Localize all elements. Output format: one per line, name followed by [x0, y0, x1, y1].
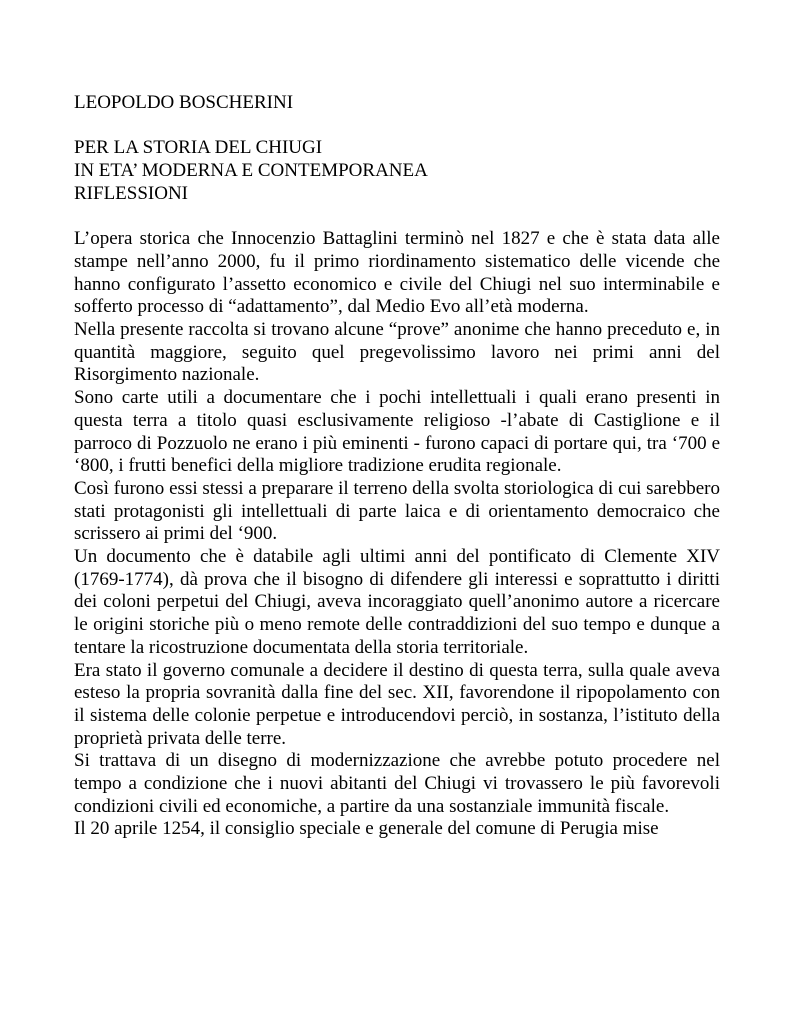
- document-title: [74, 137, 720, 205]
- paragraph-6: Era stato il governo comunale a decidere il destino di questa terra, sulla quale aveva esteso la propria sovranità dalla fine del sec. XII, favorendone il ripopolamento con il sistema delle colonie perpetue e introducendovi perciò, in sostanza, l’istituto della proprietà privata delle terre.: [74, 659, 720, 749]
- title-line-1: PER LA STORIA DEL CHIUGI: [74, 137, 323, 159]
- paragraph-8: Il 20 aprile 1254, il consiglio speciale e generale del comune di Perugia mise: [74, 818, 659, 840]
- paragraph-5: Un documento che è databile agli ultimi anni del pontificato di Clemente XIV (1769-1774), dà prova che il bisogno di difendere gli interessi e soprattutto i diritti dei coloni perpetui del Chiugi, aveva incoraggiato quell’anonimo autore a ricercare le origini storiche più o meno remote delle contraddizioni del suo tempo e dunque a tentare la ricostruzione documentata della storia territoriale.: [74, 546, 720, 658]
- paragraph-3: Sono carte utili a documentare che i pochi intellettuali i quali erano presenti in questa terra a titolo quasi esclusivamente religioso -l’abate di Castiglione e il parroco di Pozzuolo ne erano i più eminenti - furono capaci di portare qui, tra ‘700 e ‘800, i frutti benefici della migliore tradizione erudita regionale.: [74, 387, 720, 477]
- document-page: [74, 92, 720, 841]
- paragraph-2: Nella presente raccolta si trovano alcune “prove” anonime che hanno preceduto e, in quantità maggiore, seguito quel pregevolissimo lavoro nei primi anni del Risorgimento nazionale.: [74, 319, 720, 386]
- paragraph-7: Si trattava di un disegno di modernizzazione che avrebbe potuto procedere nel tempo a condizione che i nuovi abitanti del Chiugi vi trovassero le più favorevoli condizioni civili ed economiche, a partire da una sostanziale immunità fiscale.: [74, 750, 720, 817]
- paragraph-1: L’opera storica che Innocenzio Battaglini terminò nel 1827 e che è stata data alle stampe nell’anno 2000, fu il primo riordinamento sistematico delle vicende che hanno configurato l’assetto economico e civile del Chiugi nel suo interminabile e sofferto processo di “adattamento”, dal Medio Evo all’età moderna.: [74, 228, 720, 318]
- title-line-2: IN ETA’ MODERNA E CONTEMPORANEA: [74, 160, 428, 182]
- author-name: LEOPOLDO BOSCHERINI: [74, 92, 294, 113]
- title-line-3: RIFLESSIONI: [74, 182, 189, 204]
- body-text: [74, 228, 720, 841]
- paragraph-4: Così furono essi stessi a preparare il terreno della svolta storiologica di cui sarebbero stati protagonisti gli intellettuali di parte laica e di orientamento democraico che scrissero ai primi del ‘900.: [74, 477, 720, 545]
